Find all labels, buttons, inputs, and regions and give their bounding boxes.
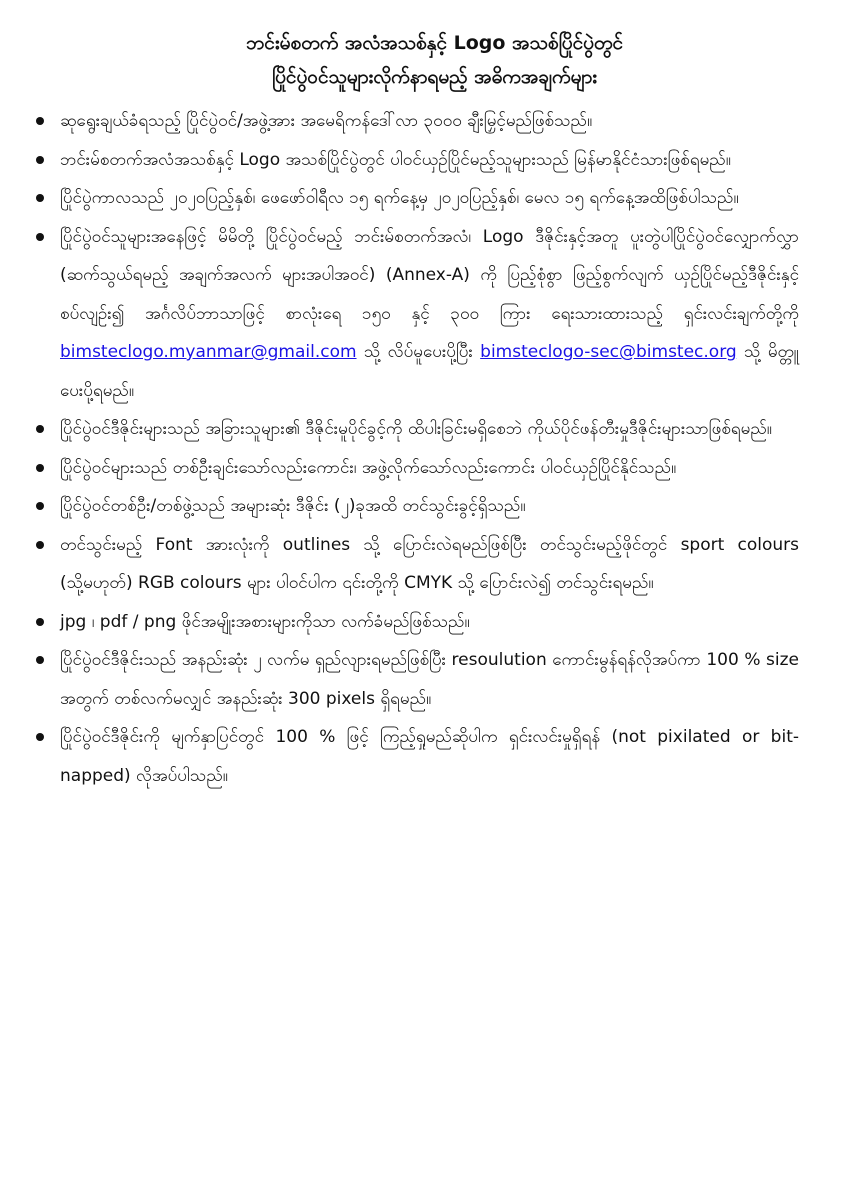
list-item [60, 487, 799, 526]
bullet-icon [36, 233, 44, 241]
bullet-icon [36, 464, 44, 472]
list-item [60, 603, 799, 642]
list-item [60, 179, 799, 218]
list-item-text: ပြိုင်ပွဲဝင်သူများအနေဖြင့် မိမိတို့ ပြိုင်ပွဲဝင်မည့် ဘင်းမ်စတက်အလံ၊ Logo ဒီဇိုင်းနှင့်အတူ ပူးတွဲပါပြိုင်ပွဲဝင်လျှောက်လွှာ (ဆက်သွယ်ရမည့် အချက်အလက် များအပါအဝင်) (Annex-A) ကို ပြည့်စုံစွာ ဖြည့်စွက်လျက် ယှဉ်ပြိုင်မည့်ဒီဇိုင်းနှင့် စပ်လျဉ်း၍ အင်္ဂလိပ်ဘာသာဖြင့် စာလုံးရေ ၁၅၀ နှင့် ၃၀၀ ကြား ရေးသားထားသည့် ရှင်းလင်းချက်တို့ကို [60, 226, 799, 324]
list-item-text: ဆုရွေးချယ်ခံရသည့် ပြိုင်ပွဲဝင်/အဖွဲ့အား အမေရိကန်ဒေါ်လာ ၃၀၀၀ ချီးမြှင့်မည်ဖြစ်သည်။ [60, 111, 593, 131]
bullet-icon [36, 733, 44, 741]
title-line-2: ပြိုင်ပွဲဝင်သူများလိုက်နာရမည့် အဓိကအချက်များ [271, 66, 598, 88]
list-item-text: ပြိုင်ပွဲဝင်ဒီဇိုင်းများသည် အခြားသူများ၏ ဒီဇိုင်းမူပိုင်ခွင့်ကို ထိပါးခြင်းမရှိစေဘဲ ကိုယ်ပိုင်ဖန်တီးမှုဒီဇိုင်းများသာဖြစ်ရမည်။ [60, 419, 772, 439]
list-item-text: ပြိုင်ပွဲဝင်ဒီဇိုင်းကို မျက်နှာပြင်တွင် 100 % ဖြင့် ကြည့်ရှုမည်ဆိုပါက ရှင်းလင်းမှုရှိရန် (not pixilated or bit-napped) လိုအပ်ပါသည်။ [60, 727, 799, 786]
email-link-myanmar[interactable]: bimsteclogo.myanmar@gmail.com [60, 342, 357, 362]
list-item-text: jpg ၊ pdf / png ဖိုင်အမျိုးအစားများကိုသာ လက်ခံမည်ဖြစ်သည်။ [60, 611, 470, 632]
list-item [60, 102, 799, 141]
bullet-icon [36, 156, 44, 164]
rules-list [60, 102, 799, 795]
list-item [60, 449, 799, 488]
list-item-text: သို့ လိပ်မူပေးပို့ပြီး [356, 342, 481, 362]
list-item [60, 410, 799, 449]
list-item [60, 141, 799, 180]
list-item [60, 718, 799, 795]
title-line-1: ဘင်းမ်စတက် အလံအသစ်နှင့် Logo အသစ်ပြိုင်ပွဲတွင် [246, 32, 623, 54]
list-item [60, 218, 799, 411]
bullet-icon [36, 425, 44, 433]
list-item-text: တင်သွင်းမည့် Font အားလုံးကို outlines သို့ ပြောင်းလဲရမည်ဖြစ်ပြီး တင်သွင်းမည့်ဖိုင်တွင် sport colours (သို့မဟုတ်) RGB colours များ ပါဝင်ပါက ၎င်းတို့ကို CMYK သို့ ပြောင်းလဲ၍ တင်သွင်းရမည်။ [60, 534, 799, 593]
document-title [60, 26, 799, 94]
list-item-text: ပြိုင်ပွဲကာလသည် ၂၀၂၀ပြည့်နှစ်၊ ဖေဖော်ဝါရီလ ၁၅ ရက်နေ့မှ ၂၀၂၀ပြည့်နှစ်၊ မေလ ၁၅ ရက်နေ့အထိဖြစ်ပါသည်။ [60, 188, 739, 208]
bullet-icon [36, 502, 44, 510]
list-item-text: ဘင်းမ်စတက်အလံအသစ်နှင့် Logo အသစ်ပြိုင်ပွဲတွင် ပါဝင်ယှဉ်ပြိုင်မည့်သူများသည် မြန်မာနိုင်ငံသားဖြစ်ရမည်။ [60, 149, 731, 170]
list-item-text: သို့ မိတ္တူပေးပို့ရမည်။ [60, 342, 800, 401]
list-item [60, 641, 799, 718]
bullet-icon [36, 618, 44, 626]
bullet-icon [36, 656, 44, 664]
bullet-icon [36, 541, 44, 549]
email-link-secretariat[interactable]: bimsteclogo-sec@bimstec.org [480, 342, 737, 362]
bullet-icon [36, 117, 44, 125]
list-item [60, 526, 799, 603]
bullet-icon [36, 194, 44, 202]
list-item-text: ပြိုင်ပွဲဝင်များသည် တစ်ဦးချင်းသော်လည်းကောင်း၊ အဖွဲ့လိုက်သော်လည်းကောင်း ပါဝင်ယှဉ်ပြိုင်နိုင်သည်။ [60, 457, 677, 478]
list-item-text: ပြိုင်ပွဲဝင်တစ်ဦး/တစ်ဖွဲ့သည် အများဆုံး ဒီဇိုင်း (၂)ခုအထိ တင်သွင်းခွင့်ရှိသည်။ [60, 496, 526, 516]
list-item-text: ပြိုင်ပွဲဝင်ဒီဇိုင်းသည် အနည်းဆုံး ၂ လက်မ ရှည်လျားရမည်ဖြစ်ပြီး resoulution ကောင်းမွန်ရန်လိုအပ်ကာ 100 % size အတွက် တစ်လက်မလျှင် အနည်းဆုံး 300 pixels ရှိရမည်။ [60, 650, 799, 709]
